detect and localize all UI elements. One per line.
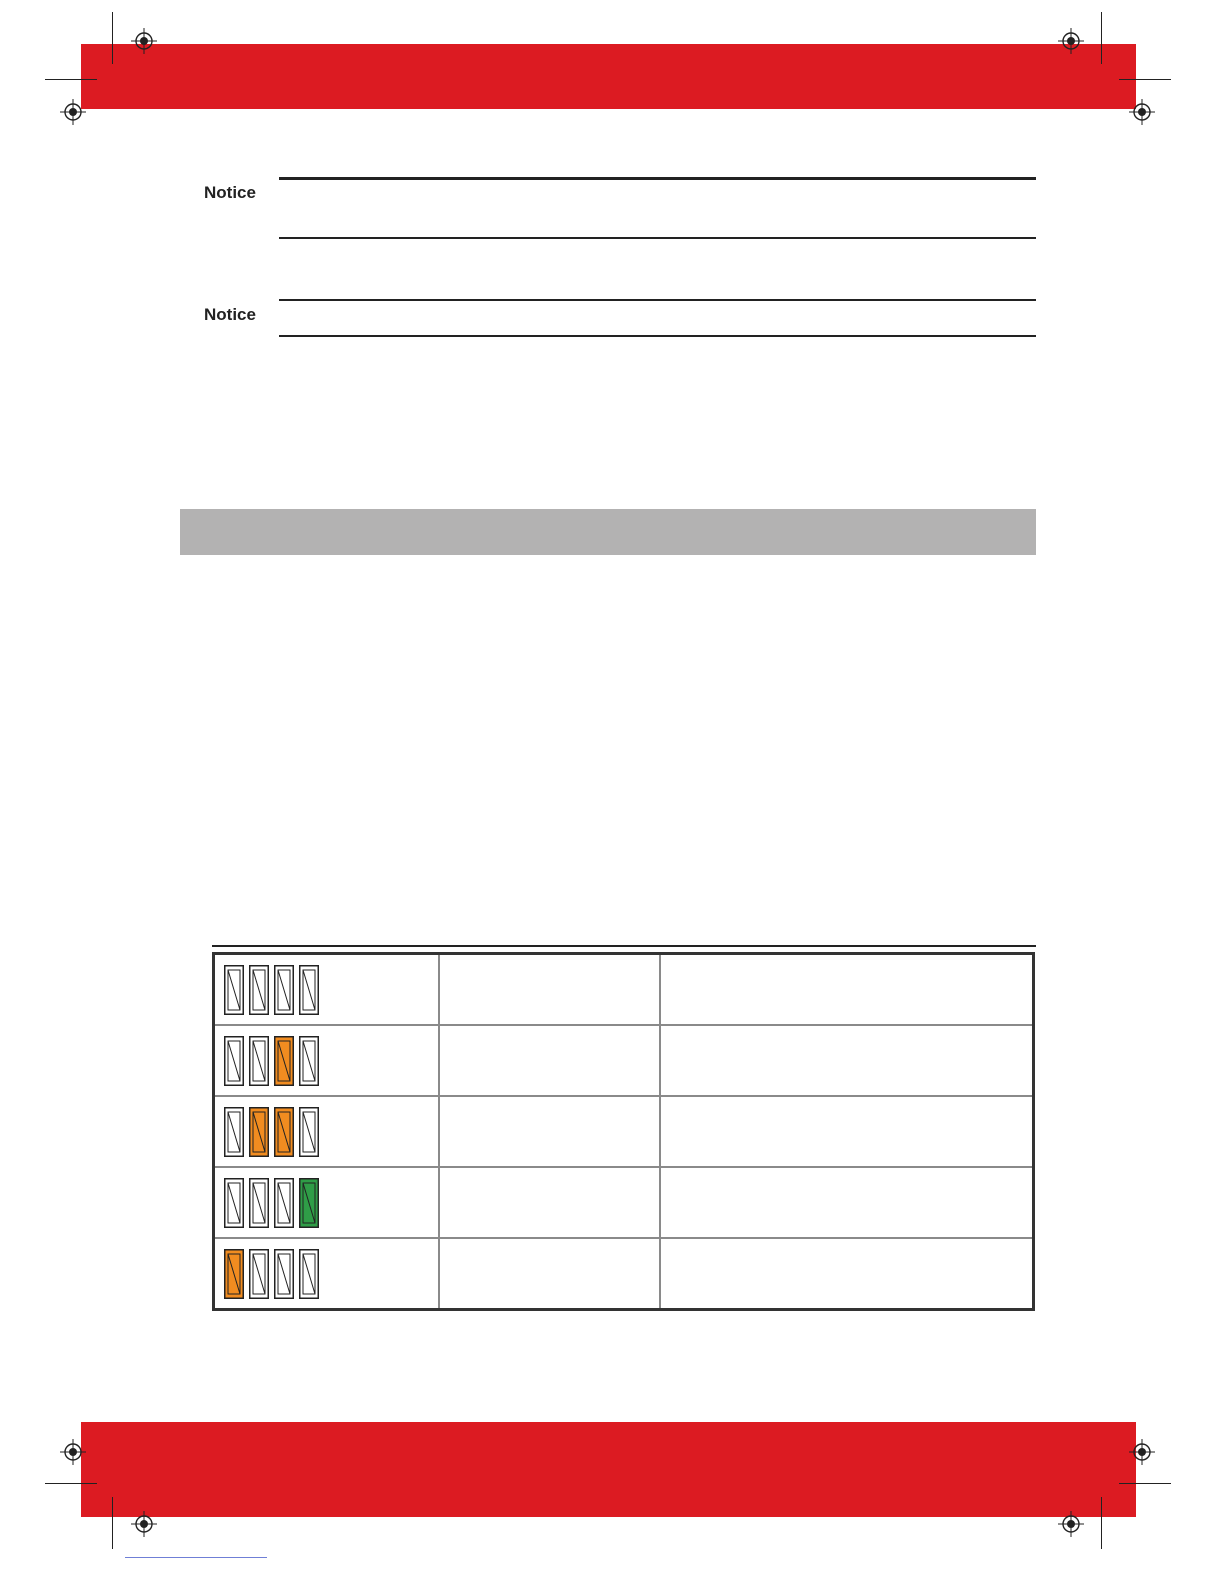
table-cell: [439, 1238, 660, 1310]
notice-top-rule: [279, 299, 1036, 301]
crop-mark: [45, 1483, 97, 1484]
crop-mark: [112, 1497, 113, 1549]
led-off-icon: [299, 965, 319, 1015]
table-cell: [660, 954, 1034, 1026]
led-indicator-group: [224, 1107, 438, 1157]
registration-mark-icon: [1058, 1511, 1084, 1537]
led-off-icon: [274, 1178, 294, 1228]
footer-link-underline: [125, 1557, 267, 1558]
notice-top-rule: [279, 177, 1036, 180]
led-off-icon: [299, 1107, 319, 1157]
table-cell: [660, 1167, 1034, 1238]
led-orange-icon: [249, 1107, 269, 1157]
crop-mark: [45, 79, 97, 80]
table-top-rule: [212, 945, 1036, 947]
crop-mark: [1101, 12, 1102, 64]
led-cell: [214, 1167, 440, 1238]
led-off-icon: [274, 965, 294, 1015]
registration-mark-icon: [131, 28, 157, 54]
registration-mark-icon: [1129, 99, 1155, 125]
led-off-icon: [299, 1249, 319, 1299]
table-row: [214, 1167, 1034, 1238]
crop-mark: [112, 12, 113, 64]
led-cell: [214, 954, 440, 1026]
notice-bottom-rule: [279, 237, 1036, 239]
top-red-band: [81, 44, 1136, 109]
led-orange-icon: [274, 1036, 294, 1086]
led-indicator-group: [224, 1249, 438, 1299]
table-row: [214, 1096, 1034, 1167]
led-off-icon: [249, 1249, 269, 1299]
bottom-red-band: [81, 1422, 1136, 1517]
table-cell: [439, 1167, 660, 1238]
led-indicator-group: [224, 1178, 438, 1228]
led-orange-icon: [224, 1249, 244, 1299]
notice-label: Notice: [204, 305, 256, 324]
table-cell: [660, 1238, 1034, 1310]
led-orange-icon: [274, 1107, 294, 1157]
registration-mark-icon: [1058, 28, 1084, 54]
table-cell: [439, 1025, 660, 1096]
led-indicator-group: [224, 965, 438, 1015]
led-off-icon: [274, 1249, 294, 1299]
crop-mark: [1119, 1483, 1171, 1484]
led-green-icon: [299, 1178, 319, 1228]
table-row: [214, 1238, 1034, 1310]
crop-mark: [1101, 1497, 1102, 1549]
led-status-table: [212, 952, 1035, 1311]
led-cell: [214, 1096, 440, 1167]
table-cell: [660, 1025, 1034, 1096]
table-cell: [660, 1096, 1034, 1167]
led-off-icon: [224, 1107, 244, 1157]
led-indicator-group: [224, 1036, 438, 1086]
led-off-icon: [249, 965, 269, 1015]
led-off-icon: [224, 1178, 244, 1228]
table-row: [214, 954, 1034, 1026]
registration-mark-icon: [1129, 1439, 1155, 1465]
table-cell: [439, 954, 660, 1026]
notice-label: Notice: [204, 183, 256, 202]
led-off-icon: [249, 1036, 269, 1086]
section-header-bar: [180, 509, 1036, 555]
led-off-icon: [299, 1036, 319, 1086]
table-cell: [439, 1096, 660, 1167]
registration-mark-icon: [60, 99, 86, 125]
led-off-icon: [224, 1036, 244, 1086]
notice-bottom-rule: [279, 335, 1036, 337]
led-off-icon: [249, 1178, 269, 1228]
led-cell: [214, 1238, 440, 1310]
led-off-icon: [224, 965, 244, 1015]
led-cell: [214, 1025, 440, 1096]
crop-mark: [1119, 79, 1171, 80]
table-row: [214, 1025, 1034, 1096]
registration-mark-icon: [131, 1511, 157, 1537]
registration-mark-icon: [60, 1439, 86, 1465]
